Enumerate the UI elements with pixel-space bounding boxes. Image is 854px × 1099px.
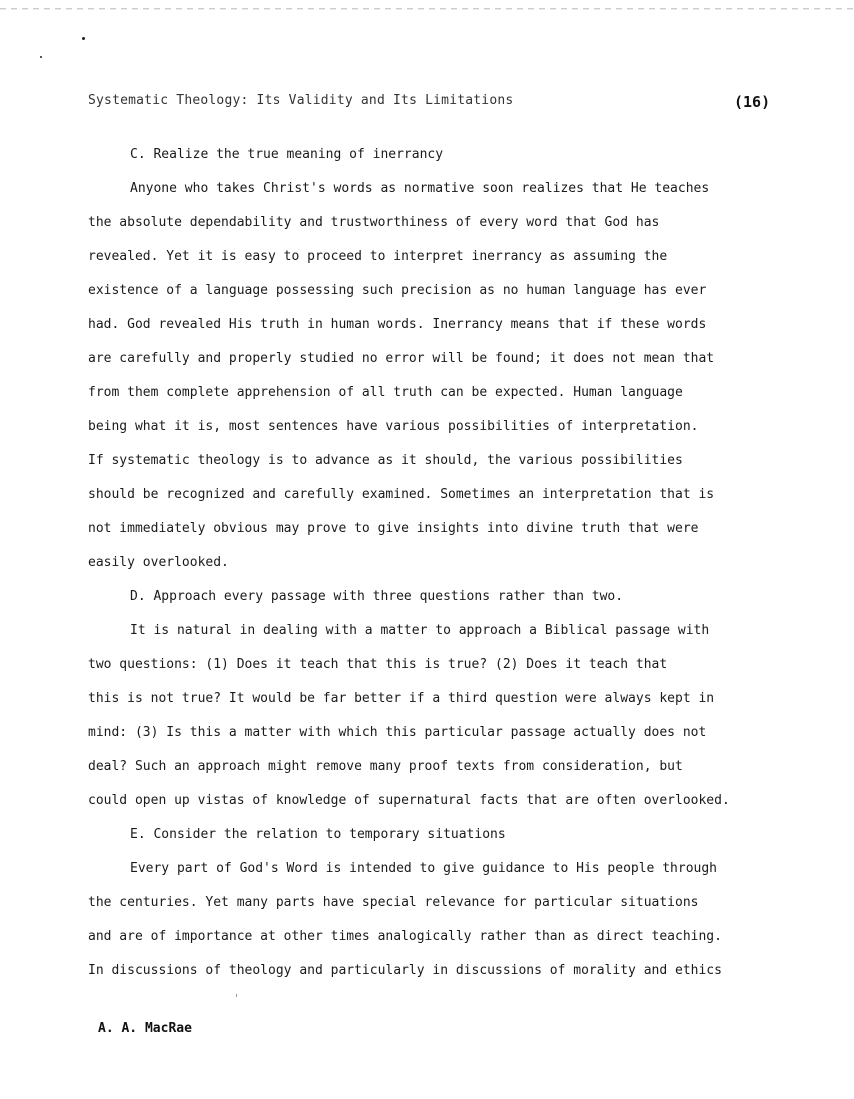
paragraph-line: Anyone who takes Christ's words as normative soon realizes that He teaches — [130, 181, 710, 196]
paragraph-line: Every part of God's Word is intended to give guidance to His people through — [130, 861, 717, 876]
paragraph-line: should be recognized and carefully examined. Sometimes an interpretation that is — [88, 487, 715, 502]
document-body — [88, 138, 778, 988]
paragraph-line: mind: (3) Is this a matter with which this particular passage actually does not — [88, 725, 707, 740]
paragraph-line: and are of importance at other times analogically rather than as direct teaching. — [88, 929, 722, 944]
paragraph-line: are carefully and properly studied no error will be found; it does not mean that — [88, 351, 715, 366]
section-heading-c: C. Realize the true meaning of inerrancy — [130, 147, 444, 162]
paragraph-line: deal? Such an approach might remove many proof texts from consideration, but — [88, 759, 683, 774]
document-title: Systematic Theology: Its Validity and Its Limitations — [88, 93, 514, 108]
paragraph-line: the absolute dependability and trustworthiness of every word that God has — [88, 215, 660, 230]
scan-edge — [0, 8, 854, 9]
paragraph-line: from them complete apprehension of all truth can be expected. Human language — [88, 385, 683, 400]
paragraph-line: two questions: (1) Does it teach that this is true? (2) Does it teach that — [88, 657, 668, 672]
paragraph-line: easily overlooked. — [88, 555, 229, 570]
paragraph-line: It is natural in dealing with a matter to approach a Biblical passage with — [130, 623, 710, 638]
paragraph-line: In discussions of theology and particularly in discussions of morality and ethics — [88, 963, 722, 978]
scan-speck — [82, 37, 85, 40]
paragraph-line: could open up vistas of knowledge of supernatural facts that are often overlooked. — [88, 793, 730, 808]
section-heading-e: E. Consider the relation to temporary situations — [130, 827, 506, 842]
scan-speck — [40, 56, 42, 58]
page-number: (16) — [734, 93, 771, 111]
scan-mark — [236, 994, 237, 997]
section-heading-d: D. Approach every passage with three questions rather than two. — [130, 589, 624, 604]
paragraph-line: had. God revealed His truth in human words. Inerrancy means that if these words — [88, 317, 707, 332]
paragraph-line: this is not true? It would be far better if a third question were always kept in — [88, 691, 715, 706]
paragraph-line: If systematic theology is to advance as it should, the various possibilities — [88, 453, 683, 468]
paragraph-line: existence of a language possessing such precision as no human language has ever — [88, 283, 707, 298]
author-signature: A. A. MacRae — [98, 1021, 192, 1036]
paragraph-line: revealed. Yet it is easy to proceed to interpret inerrancy as assuming the — [88, 249, 668, 264]
paragraph-line: the centuries. Yet many parts have special relevance for particular situations — [88, 895, 699, 910]
paragraph-line: being what it is, most sentences have various possibilities of interpretation. — [88, 419, 699, 434]
paragraph-line: not immediately obvious may prove to give insights into divine truth that were — [88, 521, 699, 536]
